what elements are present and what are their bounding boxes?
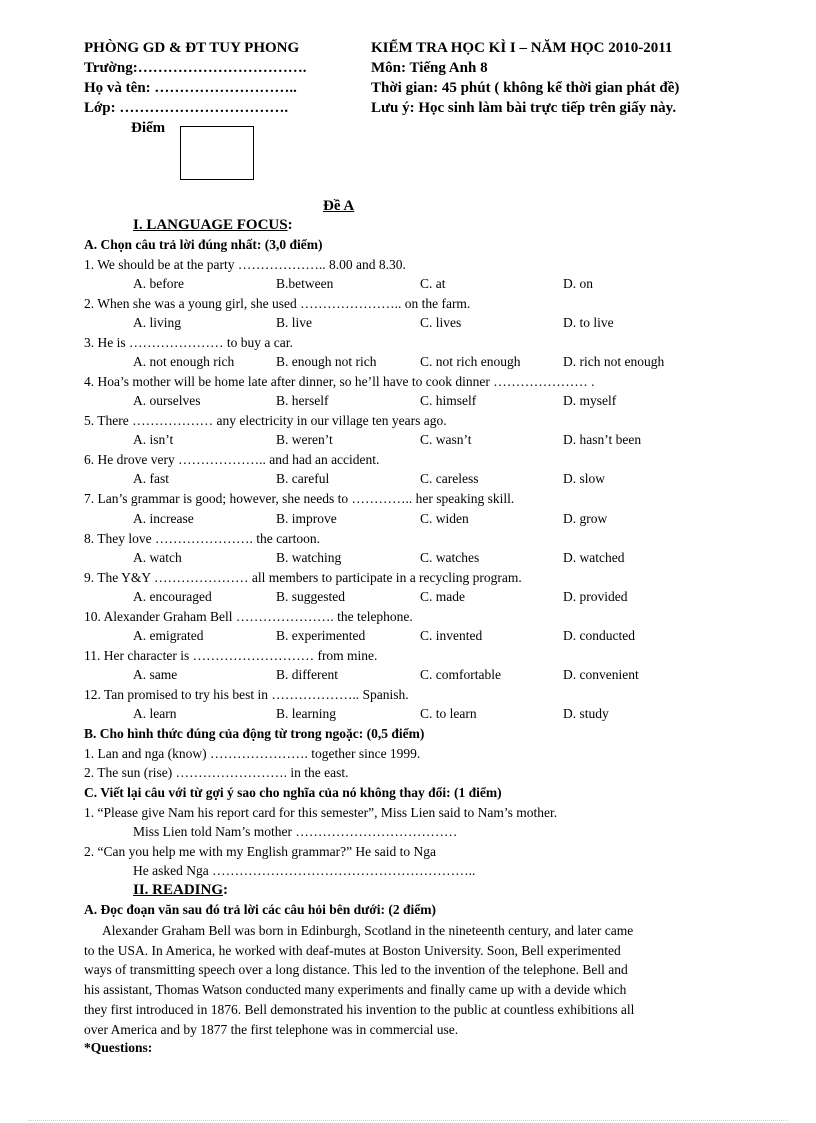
question-11: 11. Her character is ……………………… from mine. — [84, 648, 378, 663]
options-6 — [133, 471, 733, 489]
page-bottom-divider — [28, 1120, 788, 1121]
question-7: 7. Lan’s grammar is good; however, she needs to ………….. her speaking skill. — [84, 491, 515, 506]
exam-code: Đề A — [323, 198, 355, 214]
question-2: 2. When she was a young girl, she used ………………….. on the farm. — [84, 296, 471, 311]
option-a[interactable]: A. learn — [133, 706, 177, 721]
part-b-heading: B. Cho hình thức đúng của động từ trong ngoặc: (0,5 điểm) — [84, 726, 425, 741]
option-d[interactable]: D. myself — [563, 393, 617, 408]
reading-part-a-heading: A. Đọc đoạn văn sau đó trả lời các câu hỏi bên dưới: (2 điểm) — [84, 902, 436, 917]
question-4: 4. Hoa’s mother will be home late after dinner, so he’ll have to cook dinner ………………… . — [84, 374, 595, 389]
section-1-title — [133, 217, 293, 234]
reading-passage — [84, 921, 734, 1039]
class-field[interactable]: Lớp: ……………………………. — [84, 100, 289, 116]
passage-line-2: to the USA. In America, he worked with deaf-mutes at Boston University. Soon, Bell experimented — [84, 942, 621, 958]
note: Lưu ý: Học sinh làm bài trực tiếp trên giấy này. — [371, 100, 677, 116]
section-2-title-text: II. READING — [133, 882, 224, 898]
part-c-heading: C. Viết lại câu với từ gợi ý sao cho nghĩa của nó không thay đổi: (1 điểm) — [84, 785, 502, 800]
passage-line-3: ways of transmitting speech over a long distance. This led to the invention of the telephone. Bell and — [84, 962, 628, 978]
option-d[interactable]: D. study — [563, 706, 609, 721]
options-8 — [133, 550, 733, 568]
option-c[interactable]: C. to learn — [420, 706, 477, 721]
section-2-colon: : — [223, 882, 229, 898]
option-c[interactable]: C. watches — [420, 550, 480, 565]
option-b[interactable]: B. experimented — [276, 628, 366, 643]
option-c[interactable]: C. himself — [420, 393, 477, 408]
option-c[interactable]: C. at — [420, 276, 446, 291]
options-5 — [133, 432, 733, 450]
option-a[interactable]: A. increase — [133, 511, 194, 526]
options-7 — [133, 511, 733, 529]
option-a[interactable]: A. living — [133, 315, 182, 330]
option-d[interactable]: D. on — [563, 276, 593, 291]
section-2-title — [133, 882, 228, 899]
question-12: 12. Tan promised to try his best in ……………….. Spanish. — [84, 687, 409, 702]
question-9: 9. The Y&Y ………………… all members to participate in a recycling program. — [84, 570, 522, 585]
option-d[interactable]: D. watched — [563, 550, 625, 565]
question-1: 1. We should be at the party ……………….. 8.00 and 8.30. — [84, 257, 406, 272]
options-11 — [133, 667, 733, 685]
rewrite-prompt-1[interactable]: Miss Lien told Nam’s mother ……………………………… — [133, 824, 458, 839]
option-b[interactable]: B.between — [276, 276, 334, 291]
question-5: 5. There ……………… any electricity in our village ten years ago. — [84, 413, 447, 428]
options-10 — [133, 628, 733, 646]
option-c[interactable]: C. made — [420, 589, 465, 604]
option-a[interactable]: A. not enough rich — [133, 354, 235, 369]
option-a[interactable]: A. watch — [133, 550, 182, 565]
option-b[interactable]: B. suggested — [276, 589, 345, 604]
rewrite-question-1: 1. “Please give Nam his report card for this semester”, Miss Lien said to Nam’s mother. — [84, 805, 558, 820]
option-b[interactable]: B. improve — [276, 511, 337, 526]
school-name: PHÒNG GD & ĐT TUY PHONG — [84, 40, 300, 56]
part-a-heading: A. Chọn câu trả lời đúng nhất: (3,0 điểm) — [84, 237, 323, 252]
time-allowed: Thời gian: 45 phút ( không kể thời gian phát đề) — [371, 80, 680, 96]
question-6: 6. He drove very ……………….. and had an accident. — [84, 452, 380, 467]
section-1-colon: : — [287, 217, 293, 233]
option-b[interactable]: B. enough not rich — [276, 354, 377, 369]
option-b[interactable]: B. weren’t — [276, 432, 333, 447]
option-d[interactable]: D. grow — [563, 511, 608, 526]
score-label: Điểm — [131, 120, 166, 136]
option-b[interactable]: B. careful — [276, 471, 330, 486]
passage-line-6: over America and by 1877 the first telephone was in commercial use. — [84, 1021, 459, 1037]
rewrite-prompt-2[interactable]: He asked Nga ………………………………………………….. — [133, 863, 476, 878]
option-d[interactable]: D. provided — [563, 589, 628, 604]
options-3 — [133, 354, 733, 372]
option-a[interactable]: A. before — [133, 276, 184, 291]
section-1-title-text: I. LANGUAGE FOCUS — [133, 217, 288, 233]
option-b[interactable]: B. live — [276, 315, 312, 330]
options-12 — [133, 706, 733, 724]
passage-line-4: his assistant, Thomas Watson conducted many experiments and finally came up with a devide which — [84, 982, 627, 998]
option-c[interactable]: C. comfortable — [420, 667, 501, 682]
score-box[interactable] — [180, 126, 254, 180]
option-d[interactable]: D. to live — [563, 315, 614, 330]
passage-line-5: they first introduced in 1876. Bell demonstrated his invention to the public at countless exhibitions all — [84, 1001, 635, 1017]
option-a[interactable]: A. same — [133, 667, 178, 682]
options-4 — [133, 393, 733, 411]
question-8: 8. They love …………………. the cartoon. — [84, 531, 320, 546]
school-field[interactable]: Trường:……………………………. — [84, 60, 307, 76]
option-d[interactable]: D. convenient — [563, 667, 639, 682]
options-9 — [133, 589, 733, 607]
question-10: 10. Alexander Graham Bell …………………. the telephone. — [84, 609, 413, 624]
student-name-field[interactable]: Họ và tên: ……………………….. — [84, 80, 297, 96]
option-d[interactable]: D. conducted — [563, 628, 635, 643]
option-d[interactable]: D. rich not enough — [563, 354, 665, 369]
question-3: 3. He is ………………… to buy a car. — [84, 335, 293, 350]
options-1 — [133, 276, 733, 294]
questions-label: *Questions: — [84, 1040, 153, 1055]
passage-line-1: Alexander Graham Bell was born in Edinburgh, Scotland in the nineteenth century, and later came — [102, 923, 634, 938]
option-c[interactable]: C. widen — [420, 511, 469, 526]
option-d[interactable]: D. hasn’t been — [563, 432, 642, 447]
option-b[interactable]: B. watching — [276, 550, 342, 565]
option-a[interactable]: A. ourselves — [133, 393, 201, 408]
option-a[interactable]: A. isn’t — [133, 432, 174, 447]
option-c[interactable]: C. wasn’t — [420, 432, 472, 447]
option-b[interactable]: B. learning — [276, 706, 336, 721]
verb-item-1[interactable]: 1. Lan and nga (know) …………………. together since 1999. — [84, 746, 421, 761]
option-c[interactable]: C. not rich enough — [420, 354, 521, 369]
rewrite-question-2: 2. “Can you help me with my English grammar?” He said to Nga — [84, 844, 437, 859]
options-2 — [133, 315, 733, 333]
option-b[interactable]: B. different — [276, 667, 338, 682]
option-c[interactable]: C. lives — [420, 315, 462, 330]
option-c[interactable]: C. invented — [420, 628, 483, 643]
option-b[interactable]: B. herself — [276, 393, 329, 408]
option-c[interactable]: C. careless — [420, 471, 479, 486]
subject: Môn: Tiếng Anh 8 — [371, 60, 488, 76]
option-a[interactable]: A. fast — [133, 471, 169, 486]
option-a[interactable]: A. emigrated — [133, 628, 204, 643]
option-d[interactable]: D. slow — [563, 471, 606, 486]
verb-item-2[interactable]: 2. The sun (rise) ……………………. in the east. — [84, 765, 349, 780]
option-a[interactable]: A. encouraged — [133, 589, 212, 604]
exam-title: KIỂM TRA HỌC KÌ I – NĂM HỌC 2010-2011 — [371, 40, 673, 56]
